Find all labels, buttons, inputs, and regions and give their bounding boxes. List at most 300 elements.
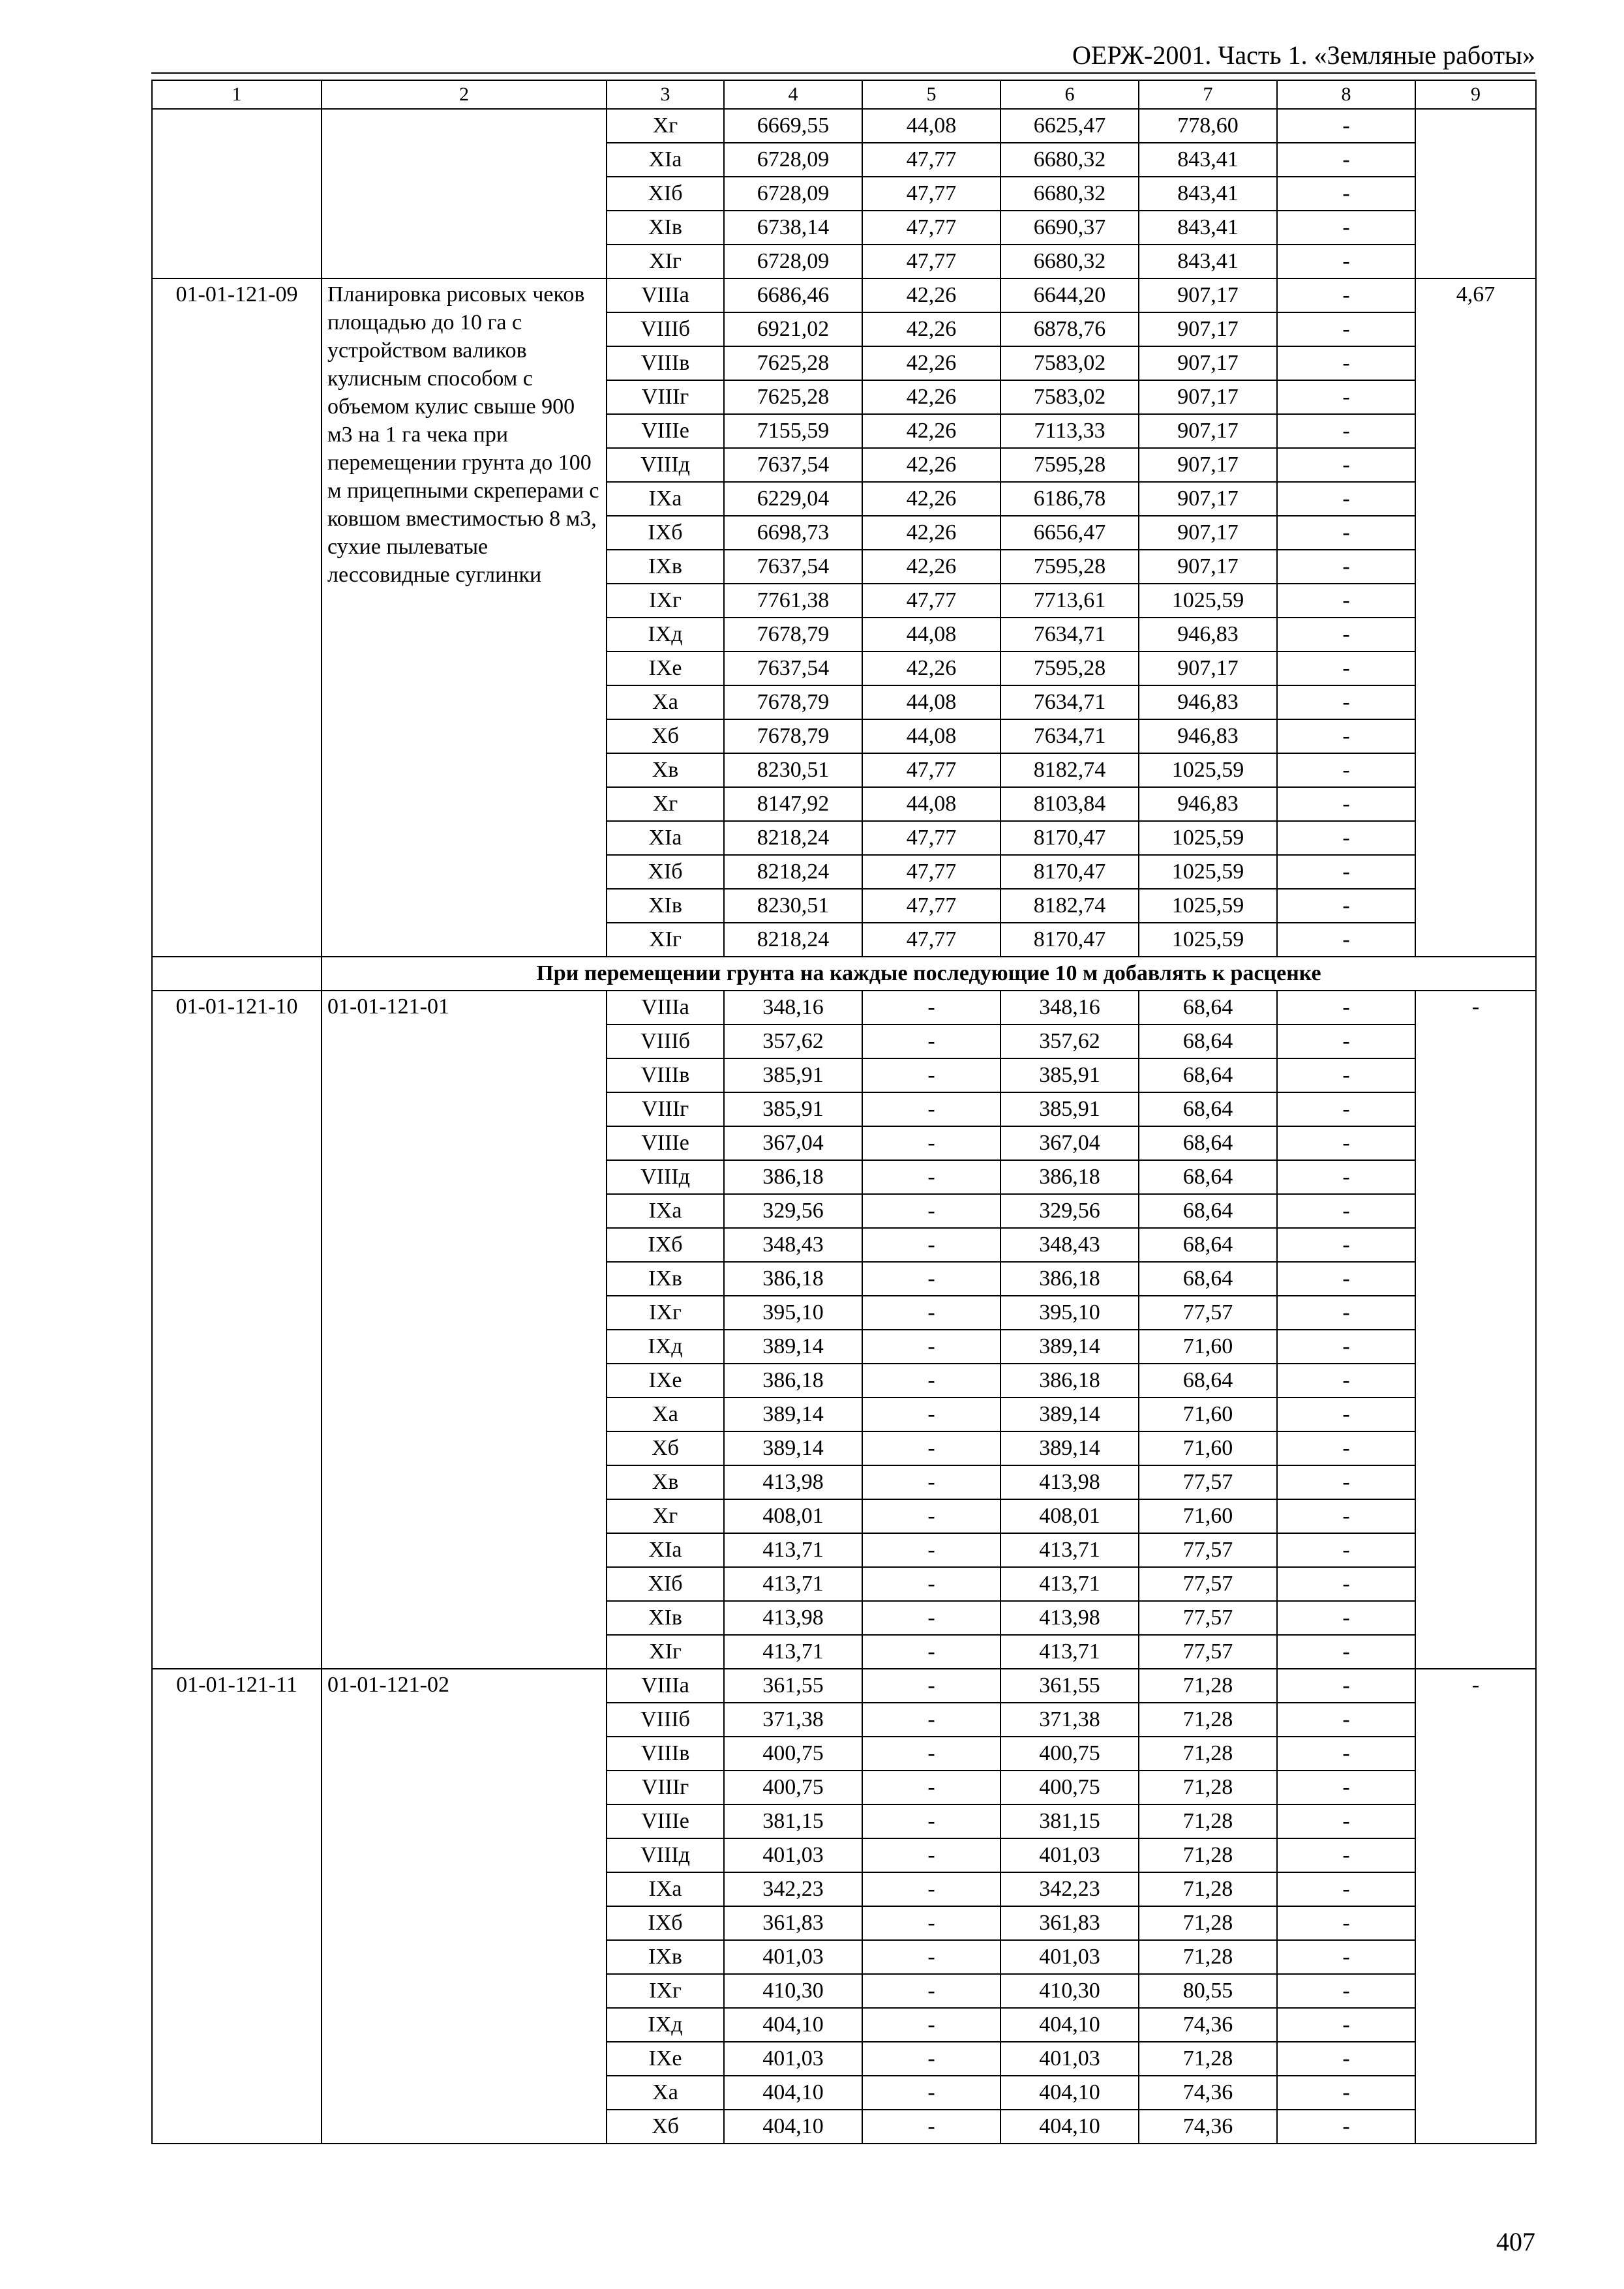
wages-cell: -: [862, 1092, 1000, 1126]
wages-cell: 47,77: [862, 211, 1000, 245]
wages-cell: -: [862, 2008, 1000, 2042]
total-cost-cell: 410,30: [724, 1974, 862, 2008]
soil-group-cell: VIIIг: [607, 1771, 724, 1804]
materials-cell: -: [1277, 1025, 1415, 1058]
total-cost-cell: 371,38: [724, 1703, 862, 1737]
rates-table-body: [152, 80, 1536, 2144]
materials-cell: -: [1277, 1194, 1415, 1228]
soil-group-cell: XIб: [607, 855, 724, 889]
machinists-wages-cell: 1025,59: [1139, 855, 1277, 889]
work-description: [322, 109, 607, 278]
wages-cell: 42,26: [862, 550, 1000, 584]
total-cost-cell: 7625,28: [724, 346, 862, 380]
materials-cell: -: [1277, 177, 1415, 211]
total-cost-cell: 395,10: [724, 1296, 862, 1330]
machines-cost-cell: 371,38: [1000, 1703, 1139, 1737]
empty-cell: [152, 957, 322, 991]
materials-cell: -: [1277, 1431, 1415, 1465]
machinists-wages-cell: 71,28: [1139, 1737, 1277, 1771]
machines-cost-cell: 413,71: [1000, 1533, 1139, 1567]
wages-cell: 47,77: [862, 889, 1000, 923]
materials-cell: -: [1277, 1669, 1415, 1703]
soil-group-cell: VIIIг: [607, 380, 724, 414]
soil-group-cell: IXа: [607, 1872, 724, 1906]
machines-cost-cell: 385,91: [1000, 1092, 1139, 1126]
column-number: 8: [1277, 80, 1415, 109]
column-number: 6: [1000, 80, 1139, 109]
soil-group-cell: VIIIе: [607, 1804, 724, 1838]
machines-cost-cell: 389,14: [1000, 1398, 1139, 1431]
materials-cell: -: [1277, 1262, 1415, 1296]
soil-group-cell: XIа: [607, 821, 724, 855]
soil-group-cell: XIб: [607, 1567, 724, 1601]
soil-group-cell: VIIIд: [607, 1838, 724, 1872]
materials-cell: -: [1277, 1771, 1415, 1804]
materials-cell: -: [1277, 1296, 1415, 1330]
wages-cell: 42,26: [862, 516, 1000, 550]
soil-group-cell: VIIIб: [607, 1025, 724, 1058]
soil-group-cell: XIг: [607, 1635, 724, 1669]
header-rule: [151, 72, 1535, 74]
soil-group-cell: Xв: [607, 753, 724, 787]
machines-cost-cell: 386,18: [1000, 1262, 1139, 1296]
soil-group-cell: IXв: [607, 1262, 724, 1296]
wages-cell: 42,26: [862, 380, 1000, 414]
machines-cost-cell: 342,23: [1000, 1872, 1139, 1906]
materials-cell: -: [1277, 991, 1415, 1025]
machinists-wages-cell: 71,28: [1139, 1838, 1277, 1872]
total-cost-cell: 400,75: [724, 1737, 862, 1771]
machinists-wages-cell: 74,36: [1139, 2110, 1277, 2144]
materials-cell: -: [1277, 787, 1415, 821]
machines-cost-cell: 7634,71: [1000, 618, 1139, 651]
wages-cell: -: [862, 1906, 1000, 1940]
machines-cost-cell: 413,98: [1000, 1601, 1139, 1635]
wages-cell: -: [862, 1431, 1000, 1465]
machinists-wages-cell: 907,17: [1139, 651, 1277, 685]
machinists-wages-cell: 843,41: [1139, 143, 1277, 177]
machinists-wages-cell: 71,28: [1139, 1906, 1277, 1940]
machines-cost-cell: 408,01: [1000, 1499, 1139, 1533]
machinists-wages-cell: 907,17: [1139, 550, 1277, 584]
total-cost-cell: 413,71: [724, 1567, 862, 1601]
soil-group-cell: IXг: [607, 584, 724, 618]
soil-group-cell: IXе: [607, 2042, 724, 2076]
soil-group-cell: Xг: [607, 109, 724, 143]
materials-cell: -: [1277, 618, 1415, 651]
machinists-wages-cell: 1025,59: [1139, 753, 1277, 787]
total-cost-cell: 6686,46: [724, 278, 862, 312]
machinists-wages-cell: 77,57: [1139, 1635, 1277, 1669]
wages-cell: 42,26: [862, 651, 1000, 685]
soil-group-cell: Xв: [607, 1465, 724, 1499]
soil-group-cell: IXв: [607, 550, 724, 584]
machines-cost-cell: 367,04: [1000, 1126, 1139, 1160]
materials-cell: -: [1277, 1737, 1415, 1771]
machinists-wages-cell: 77,57: [1139, 1567, 1277, 1601]
column-number: 5: [862, 80, 1000, 109]
machines-cost-cell: 6878,76: [1000, 312, 1139, 346]
machines-cost-cell: 413,71: [1000, 1567, 1139, 1601]
machinists-wages-cell: 68,64: [1139, 1228, 1277, 1262]
machines-cost-cell: 389,14: [1000, 1330, 1139, 1364]
rate-code: 01-01-121-11: [152, 1669, 322, 2144]
soil-group-cell: XIб: [607, 177, 724, 211]
total-cost-cell: 7761,38: [724, 584, 862, 618]
machines-cost-cell: 404,10: [1000, 2110, 1139, 2144]
extra-value: [1415, 109, 1536, 278]
soil-group-cell: IXе: [607, 1364, 724, 1398]
total-cost-cell: 408,01: [724, 1499, 862, 1533]
machinists-wages-cell: 907,17: [1139, 312, 1277, 346]
total-cost-cell: 6669,55: [724, 109, 862, 143]
soil-group-cell: IXг: [607, 1974, 724, 2008]
machines-cost-cell: 6186,78: [1000, 482, 1139, 516]
machines-cost-cell: 6656,47: [1000, 516, 1139, 550]
materials-cell: -: [1277, 1126, 1415, 1160]
materials-cell: -: [1277, 1465, 1415, 1499]
machines-cost-cell: 361,55: [1000, 1669, 1139, 1703]
soil-group-cell: VIIIв: [607, 346, 724, 380]
wages-cell: 47,77: [862, 855, 1000, 889]
total-cost-cell: 401,03: [724, 1838, 862, 1872]
wages-cell: 44,08: [862, 618, 1000, 651]
materials-cell: -: [1277, 278, 1415, 312]
materials-cell: -: [1277, 1804, 1415, 1838]
column-number: 2: [322, 80, 607, 109]
wages-cell: -: [862, 1194, 1000, 1228]
machines-cost-cell: 400,75: [1000, 1737, 1139, 1771]
machines-cost-cell: 385,91: [1000, 1058, 1139, 1092]
total-cost-cell: 7637,54: [724, 448, 862, 482]
rate-code: 01-01-121-09: [152, 278, 322, 957]
total-cost-cell: 6738,14: [724, 211, 862, 245]
soil-group-cell: IXд: [607, 2008, 724, 2042]
soil-group-cell: Xг: [607, 1499, 724, 1533]
total-cost-cell: 385,91: [724, 1092, 862, 1126]
soil-group-cell: VIIIг: [607, 1092, 724, 1126]
soil-group-cell: Xб: [607, 719, 724, 753]
wages-cell: 42,26: [862, 482, 1000, 516]
column-number-row: [152, 80, 1536, 109]
machines-cost-cell: 348,16: [1000, 991, 1139, 1025]
soil-group-cell: VIIIе: [607, 414, 724, 448]
soil-group-cell: XIг: [607, 923, 724, 957]
rate-code: [152, 109, 322, 278]
total-cost-cell: 367,04: [724, 1126, 862, 1160]
extra-value: -: [1415, 991, 1536, 1669]
wages-cell: -: [862, 1364, 1000, 1398]
machines-cost-cell: 6680,32: [1000, 177, 1139, 211]
wages-cell: 42,26: [862, 448, 1000, 482]
total-cost-cell: 6728,09: [724, 177, 862, 211]
machines-cost-cell: 8182,74: [1000, 889, 1139, 923]
total-cost-cell: 8147,92: [724, 787, 862, 821]
machinists-wages-cell: 71,28: [1139, 1703, 1277, 1737]
note-row: [152, 957, 1536, 991]
soil-group-cell: Xг: [607, 787, 724, 821]
soil-group-cell: IXа: [607, 1194, 724, 1228]
wages-cell: 44,08: [862, 109, 1000, 143]
machines-cost-cell: 8103,84: [1000, 787, 1139, 821]
wages-cell: 47,77: [862, 177, 1000, 211]
materials-cell: -: [1277, 1160, 1415, 1194]
total-cost-cell: 413,71: [724, 1635, 862, 1669]
wages-cell: -: [862, 2042, 1000, 2076]
total-cost-cell: 6698,73: [724, 516, 862, 550]
total-cost-cell: 386,18: [724, 1262, 862, 1296]
machines-cost-cell: 7595,28: [1000, 550, 1139, 584]
soil-group-cell: XIг: [607, 245, 724, 278]
materials-cell: -: [1277, 1228, 1415, 1262]
wages-cell: -: [862, 1330, 1000, 1364]
total-cost-cell: 389,14: [724, 1330, 862, 1364]
materials-cell: -: [1277, 1398, 1415, 1431]
wages-cell: 42,26: [862, 414, 1000, 448]
machines-cost-cell: 7583,02: [1000, 346, 1139, 380]
total-cost-cell: 6921,02: [724, 312, 862, 346]
materials-cell: -: [1277, 2042, 1415, 2076]
wages-cell: 42,26: [862, 346, 1000, 380]
soil-group-cell: IXг: [607, 1296, 724, 1330]
machines-cost-cell: 389,14: [1000, 1431, 1139, 1465]
soil-group-cell: IXд: [607, 1330, 724, 1364]
machinists-wages-cell: 907,17: [1139, 448, 1277, 482]
machinists-wages-cell: 77,57: [1139, 1533, 1277, 1567]
total-cost-cell: 357,62: [724, 1025, 862, 1058]
machinists-wages-cell: 68,64: [1139, 1160, 1277, 1194]
materials-cell: -: [1277, 245, 1415, 278]
materials-cell: -: [1277, 482, 1415, 516]
machinists-wages-cell: 71,28: [1139, 1940, 1277, 1974]
machines-cost-cell: 6680,32: [1000, 245, 1139, 278]
machines-cost-cell: 7595,28: [1000, 448, 1139, 482]
materials-cell: -: [1277, 821, 1415, 855]
machines-cost-cell: 400,75: [1000, 1771, 1139, 1804]
machines-cost-cell: 6680,32: [1000, 143, 1139, 177]
wages-cell: -: [862, 2076, 1000, 2110]
materials-cell: -: [1277, 312, 1415, 346]
wages-cell: 44,08: [862, 787, 1000, 821]
column-number: 1: [152, 80, 322, 109]
machinists-wages-cell: 71,28: [1139, 1669, 1277, 1703]
soil-group-cell: Xа: [607, 1398, 724, 1431]
machines-cost-cell: 8170,47: [1000, 855, 1139, 889]
machinists-wages-cell: 68,64: [1139, 1092, 1277, 1126]
machinists-wages-cell: 71,28: [1139, 1804, 1277, 1838]
soil-group-cell: VIIIв: [607, 1058, 724, 1092]
total-cost-cell: 329,56: [724, 1194, 862, 1228]
wages-cell: 44,08: [862, 685, 1000, 719]
soil-group-cell: XIв: [607, 211, 724, 245]
machinists-wages-cell: 77,57: [1139, 1601, 1277, 1635]
materials-cell: -: [1277, 346, 1415, 380]
machines-cost-cell: 7634,71: [1000, 719, 1139, 753]
wages-cell: 47,77: [862, 821, 1000, 855]
soil-group-cell: VIIIд: [607, 448, 724, 482]
materials-cell: -: [1277, 2008, 1415, 2042]
total-cost-cell: 6728,09: [724, 245, 862, 278]
machinists-wages-cell: 946,83: [1139, 719, 1277, 753]
materials-cell: -: [1277, 889, 1415, 923]
soil-group-cell: Xа: [607, 2076, 724, 2110]
soil-group-cell: VIIIв: [607, 1737, 724, 1771]
work-description: 01-01-121-02: [322, 1669, 607, 2144]
machines-cost-cell: 7113,33: [1000, 414, 1139, 448]
wages-cell: -: [862, 1771, 1000, 1804]
machines-cost-cell: 348,43: [1000, 1228, 1139, 1262]
machinists-wages-cell: 907,17: [1139, 414, 1277, 448]
soil-group-cell: XIа: [607, 143, 724, 177]
total-cost-cell: 7637,54: [724, 550, 862, 584]
materials-cell: -: [1277, 448, 1415, 482]
materials-cell: -: [1277, 651, 1415, 685]
machinists-wages-cell: 843,41: [1139, 177, 1277, 211]
total-cost-cell: 404,10: [724, 2008, 862, 2042]
machines-cost-cell: 361,83: [1000, 1906, 1139, 1940]
machines-cost-cell: 413,98: [1000, 1465, 1139, 1499]
materials-cell: -: [1277, 1567, 1415, 1601]
wages-cell: -: [862, 991, 1000, 1025]
machinists-wages-cell: 68,64: [1139, 1058, 1277, 1092]
total-cost-cell: 7678,79: [724, 618, 862, 651]
machinists-wages-cell: 74,36: [1139, 2076, 1277, 2110]
machinists-wages-cell: 68,64: [1139, 1025, 1277, 1058]
total-cost-cell: 6728,09: [724, 143, 862, 177]
wages-cell: -: [862, 1940, 1000, 1974]
machines-cost-cell: 401,03: [1000, 1940, 1139, 1974]
materials-cell: -: [1277, 855, 1415, 889]
materials-cell: -: [1277, 211, 1415, 245]
machines-cost-cell: 6644,20: [1000, 278, 1139, 312]
materials-cell: -: [1277, 1058, 1415, 1092]
soil-group-cell: VIIIа: [607, 991, 724, 1025]
wages-cell: 47,77: [862, 143, 1000, 177]
total-cost-cell: 361,83: [724, 1906, 862, 1940]
wages-cell: -: [862, 1838, 1000, 1872]
total-cost-cell: 386,18: [724, 1364, 862, 1398]
total-cost-cell: 381,15: [724, 1804, 862, 1838]
machinists-wages-cell: 907,17: [1139, 278, 1277, 312]
extra-value: 4,67: [1415, 278, 1536, 957]
materials-cell: -: [1277, 109, 1415, 143]
machines-cost-cell: 413,71: [1000, 1635, 1139, 1669]
wages-cell: -: [862, 1669, 1000, 1703]
table-row: [152, 991, 1536, 1025]
total-cost-cell: 401,03: [724, 2042, 862, 2076]
wages-cell: -: [862, 1228, 1000, 1262]
machines-cost-cell: 404,10: [1000, 2076, 1139, 2110]
work-description: 01-01-121-01: [322, 991, 607, 1669]
total-cost-cell: 404,10: [724, 2110, 862, 2144]
materials-cell: -: [1277, 1906, 1415, 1940]
total-cost-cell: 348,16: [724, 991, 862, 1025]
machinists-wages-cell: 68,64: [1139, 1364, 1277, 1398]
total-cost-cell: 348,43: [724, 1228, 862, 1262]
machinists-wages-cell: 71,28: [1139, 2042, 1277, 2076]
soil-group-cell: XIв: [607, 889, 724, 923]
materials-cell: -: [1277, 753, 1415, 787]
total-cost-cell: 400,75: [724, 1771, 862, 1804]
total-cost-cell: 8230,51: [724, 889, 862, 923]
wages-cell: -: [862, 1499, 1000, 1533]
total-cost-cell: 401,03: [724, 1940, 862, 1974]
running-header: ОЕРЖ-2001. Часть 1. «Земляные работы»: [1072, 40, 1535, 70]
wages-cell: -: [862, 1262, 1000, 1296]
total-cost-cell: 8230,51: [724, 753, 862, 787]
machines-cost-cell: 7583,02: [1000, 380, 1139, 414]
wages-cell: 47,77: [862, 923, 1000, 957]
machines-cost-cell: 6625,47: [1000, 109, 1139, 143]
machines-cost-cell: 7713,61: [1000, 584, 1139, 618]
total-cost-cell: 413,98: [724, 1465, 862, 1499]
total-cost-cell: 389,14: [724, 1398, 862, 1431]
machines-cost-cell: 8170,47: [1000, 923, 1139, 957]
materials-cell: -: [1277, 2110, 1415, 2144]
total-cost-cell: 404,10: [724, 2076, 862, 2110]
rate-code: 01-01-121-10: [152, 991, 322, 1669]
machines-cost-cell: 401,03: [1000, 2042, 1139, 2076]
wages-cell: -: [862, 1601, 1000, 1635]
soil-group-cell: VIIIе: [607, 1126, 724, 1160]
materials-cell: -: [1277, 1838, 1415, 1872]
materials-cell: -: [1277, 1533, 1415, 1567]
note-text: При перемещении грунта на каждые последующие 10 м добавлять к расценке: [322, 957, 1536, 991]
materials-cell: -: [1277, 719, 1415, 753]
materials-cell: -: [1277, 923, 1415, 957]
total-cost-cell: 413,98: [724, 1601, 862, 1635]
soil-group-cell: VIIIб: [607, 1703, 724, 1737]
wages-cell: 42,26: [862, 312, 1000, 346]
wages-cell: -: [862, 1804, 1000, 1838]
materials-cell: -: [1277, 584, 1415, 618]
total-cost-cell: 361,55: [724, 1669, 862, 1703]
total-cost-cell: 385,91: [724, 1058, 862, 1092]
machinists-wages-cell: 71,28: [1139, 1872, 1277, 1906]
wages-cell: -: [862, 1974, 1000, 2008]
machinists-wages-cell: 907,17: [1139, 346, 1277, 380]
materials-cell: -: [1277, 1974, 1415, 2008]
total-cost-cell: 6229,04: [724, 482, 862, 516]
wages-cell: -: [862, 1567, 1000, 1601]
wages-cell: 47,77: [862, 753, 1000, 787]
wages-cell: -: [862, 1160, 1000, 1194]
total-cost-cell: 8218,24: [724, 855, 862, 889]
wages-cell: -: [862, 1703, 1000, 1737]
soil-group-cell: VIIIб: [607, 312, 724, 346]
machinists-wages-cell: 946,83: [1139, 685, 1277, 719]
soil-group-cell: Xб: [607, 2110, 724, 2144]
machines-cost-cell: 386,18: [1000, 1160, 1139, 1194]
machinists-wages-cell: 907,17: [1139, 482, 1277, 516]
wages-cell: -: [862, 1126, 1000, 1160]
soil-group-cell: IXб: [607, 1228, 724, 1262]
machinists-wages-cell: 843,41: [1139, 245, 1277, 278]
materials-cell: -: [1277, 2076, 1415, 2110]
total-cost-cell: 8218,24: [724, 923, 862, 957]
wages-cell: -: [862, 1737, 1000, 1771]
wages-cell: 47,77: [862, 245, 1000, 278]
soil-group-cell: XIв: [607, 1601, 724, 1635]
materials-cell: -: [1277, 1364, 1415, 1398]
total-cost-cell: 7678,79: [724, 685, 862, 719]
machines-cost-cell: 7634,71: [1000, 685, 1139, 719]
extra-value: -: [1415, 1669, 1536, 2144]
machinists-wages-cell: 946,83: [1139, 787, 1277, 821]
machinists-wages-cell: 1025,59: [1139, 821, 1277, 855]
machinists-wages-cell: 71,28: [1139, 1771, 1277, 1804]
table-row: [152, 109, 1536, 143]
